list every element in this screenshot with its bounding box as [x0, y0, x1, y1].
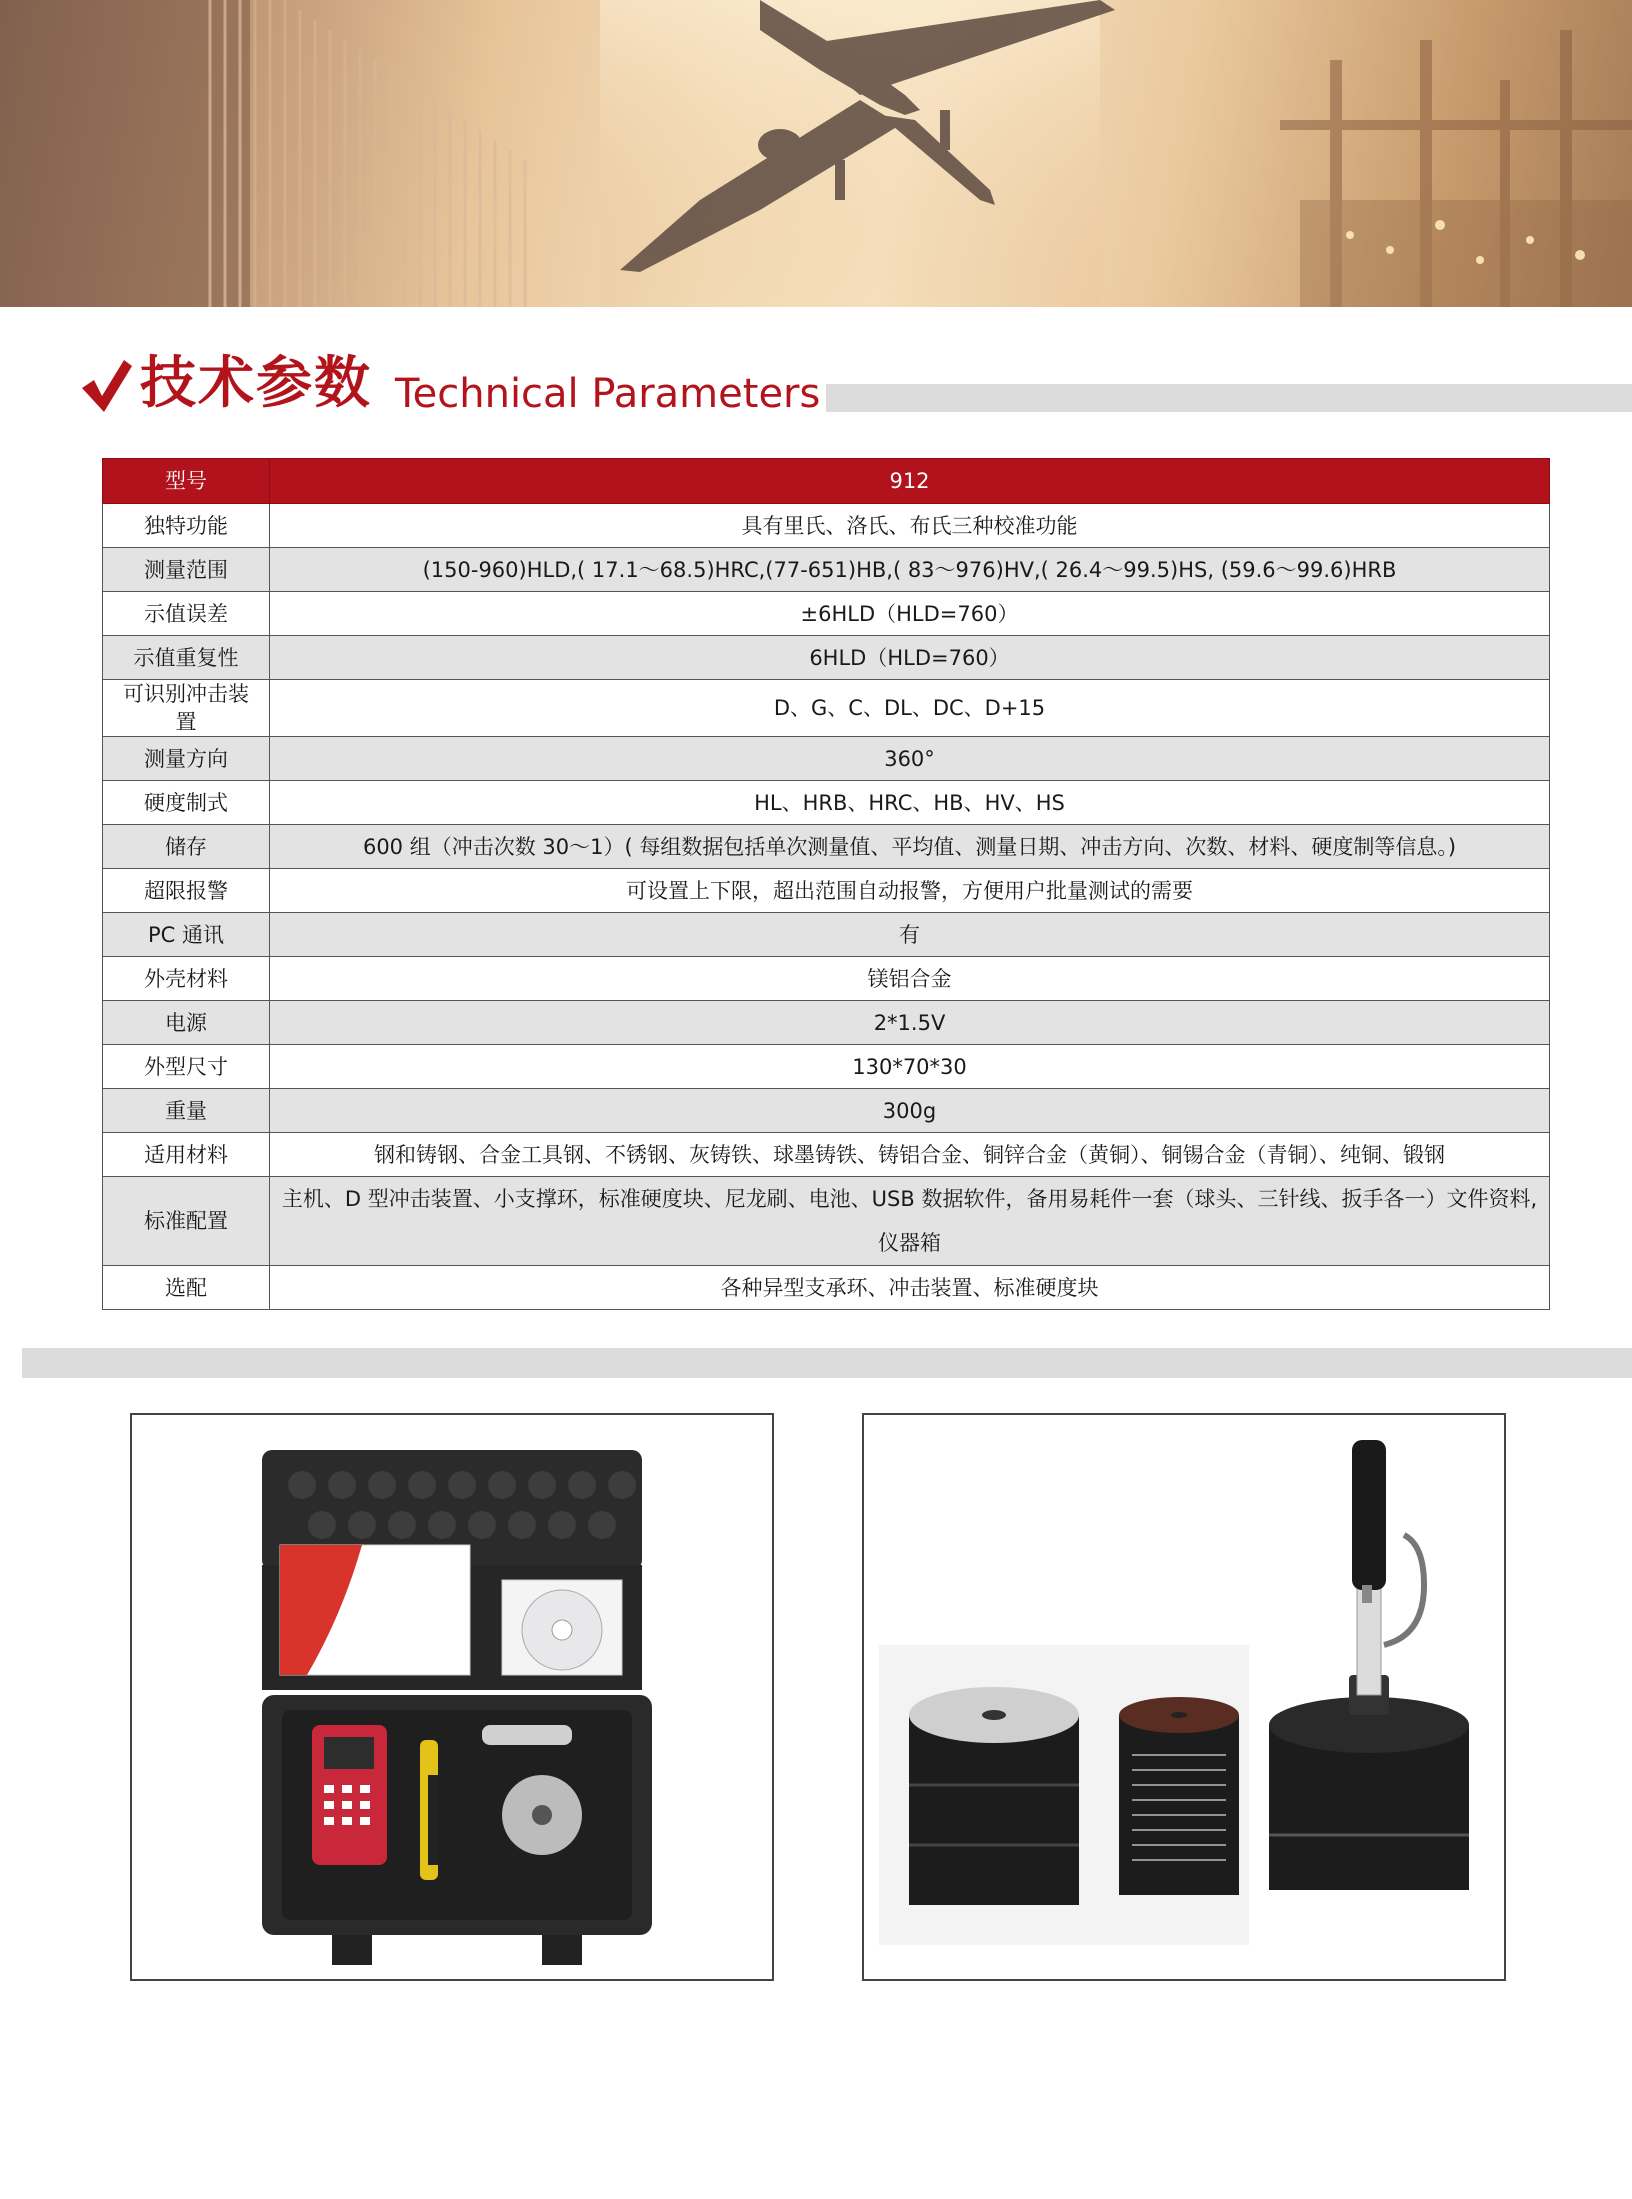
table-row: [103, 548, 1550, 592]
table-row: [103, 592, 1550, 636]
row-label: 示值重复性: [103, 636, 270, 680]
airplane-banner-graphic: [0, 0, 1632, 307]
table-row: [103, 913, 1550, 957]
row-label: 外型尺寸: [103, 1045, 270, 1089]
table-row: [103, 869, 1550, 913]
table-row: [103, 636, 1550, 680]
row-label: 独特功能: [103, 504, 270, 548]
table-row: [103, 1045, 1550, 1089]
row-value: HL、HRB、HRC、HB、HV、HS: [270, 781, 1550, 825]
table-row: [103, 825, 1550, 869]
table-row: [103, 1133, 1550, 1177]
instrument-case-photo: [130, 1413, 774, 1981]
row-label: 标准配置: [103, 1177, 270, 1266]
row-value: 600 组（冲击次数 30～1）( 每组数据包括单次测量值、平均值、测量日期、冲击方向、次数、材料、硬度制等信息。): [270, 825, 1550, 869]
title-decorative-bar: [826, 384, 1632, 412]
row-value: 主机、D 型冲击装置、小支撑环，标准硬度块、尼龙刷、电池、USB 数据软件，备用易耗件一套（球头、三针线、扳手各一）文件资料,仪器箱: [270, 1177, 1550, 1266]
header-label-cell: 型号: [103, 459, 270, 504]
row-value: 镁铝合金: [270, 957, 1550, 1001]
row-label: 适用材料: [103, 1133, 270, 1177]
row-value: (150-960)HLD,( 17.1～68.5)HRC,(77-651)HB,( 83～976)HV,( 26.4～99.5)HS, (59.6～99.6)HRB: [270, 548, 1550, 592]
hardness-blocks-photo: [862, 1413, 1506, 1981]
row-label: 测量范围: [103, 548, 270, 592]
row-value: 130*70*30: [270, 1045, 1550, 1089]
row-value: 300g: [270, 1089, 1550, 1133]
section-divider: [22, 1348, 1632, 1378]
table-row: [103, 957, 1550, 1001]
table-row: [103, 1001, 1550, 1045]
row-label: 选配: [103, 1266, 270, 1310]
header-value-cell: 912: [270, 459, 1550, 504]
row-label: 超限报警: [103, 869, 270, 913]
row-label: 测量方向: [103, 737, 270, 781]
table-row: [103, 1266, 1550, 1310]
blocks-illustration: [864, 1415, 1504, 1979]
spec-table: [102, 458, 1550, 1310]
row-label: 示值误差: [103, 592, 270, 636]
table-row: [103, 504, 1550, 548]
row-value: D、G、C、DL、DC、D+15: [270, 680, 1550, 737]
section-header: [0, 350, 1632, 430]
table-row: [103, 1089, 1550, 1133]
row-value: 各种异型支承环、冲击装置、标准硬度块: [270, 1266, 1550, 1310]
row-value: 具有里氏、洛氏、布氏三种校准功能: [270, 504, 1550, 548]
table-row: [103, 781, 1550, 825]
row-value: 有: [270, 913, 1550, 957]
row-value: 钢和铸钢、合金工具钢、不锈钢、灰铸铁、球墨铸铁、铸铝合金、铜锌合金（黄铜）、铜锡合金（青铜）、纯铜、锻钢: [270, 1133, 1550, 1177]
row-label: 电源: [103, 1001, 270, 1045]
row-value: 360°: [270, 737, 1550, 781]
row-label: 可识别冲击装置: [103, 680, 270, 737]
checkmark-icon: [80, 358, 134, 414]
banner-image: [0, 0, 1632, 307]
table-row: [103, 680, 1550, 737]
row-label: 储存: [103, 825, 270, 869]
row-label: 硬度制式: [103, 781, 270, 825]
table-row: [103, 737, 1550, 781]
row-value: 可设置上下限，超出范围自动报警，方便用户批量测试的需要: [270, 869, 1550, 913]
case-illustration: [132, 1415, 772, 1979]
row-value: 2*1.5V: [270, 1001, 1550, 1045]
table-header-row: [103, 459, 1550, 504]
section-title-english: Technical Parameters: [395, 371, 821, 417]
section-title-chinese: 技术参数: [140, 351, 372, 416]
row-value: ±6HLD（HLD=760）: [270, 592, 1550, 636]
row-label: 重量: [103, 1089, 270, 1133]
row-label: PC 通讯: [103, 913, 270, 957]
table-row: [103, 1177, 1550, 1266]
row-value: 6HLD（HLD=760）: [270, 636, 1550, 680]
row-label: 外壳材料: [103, 957, 270, 1001]
